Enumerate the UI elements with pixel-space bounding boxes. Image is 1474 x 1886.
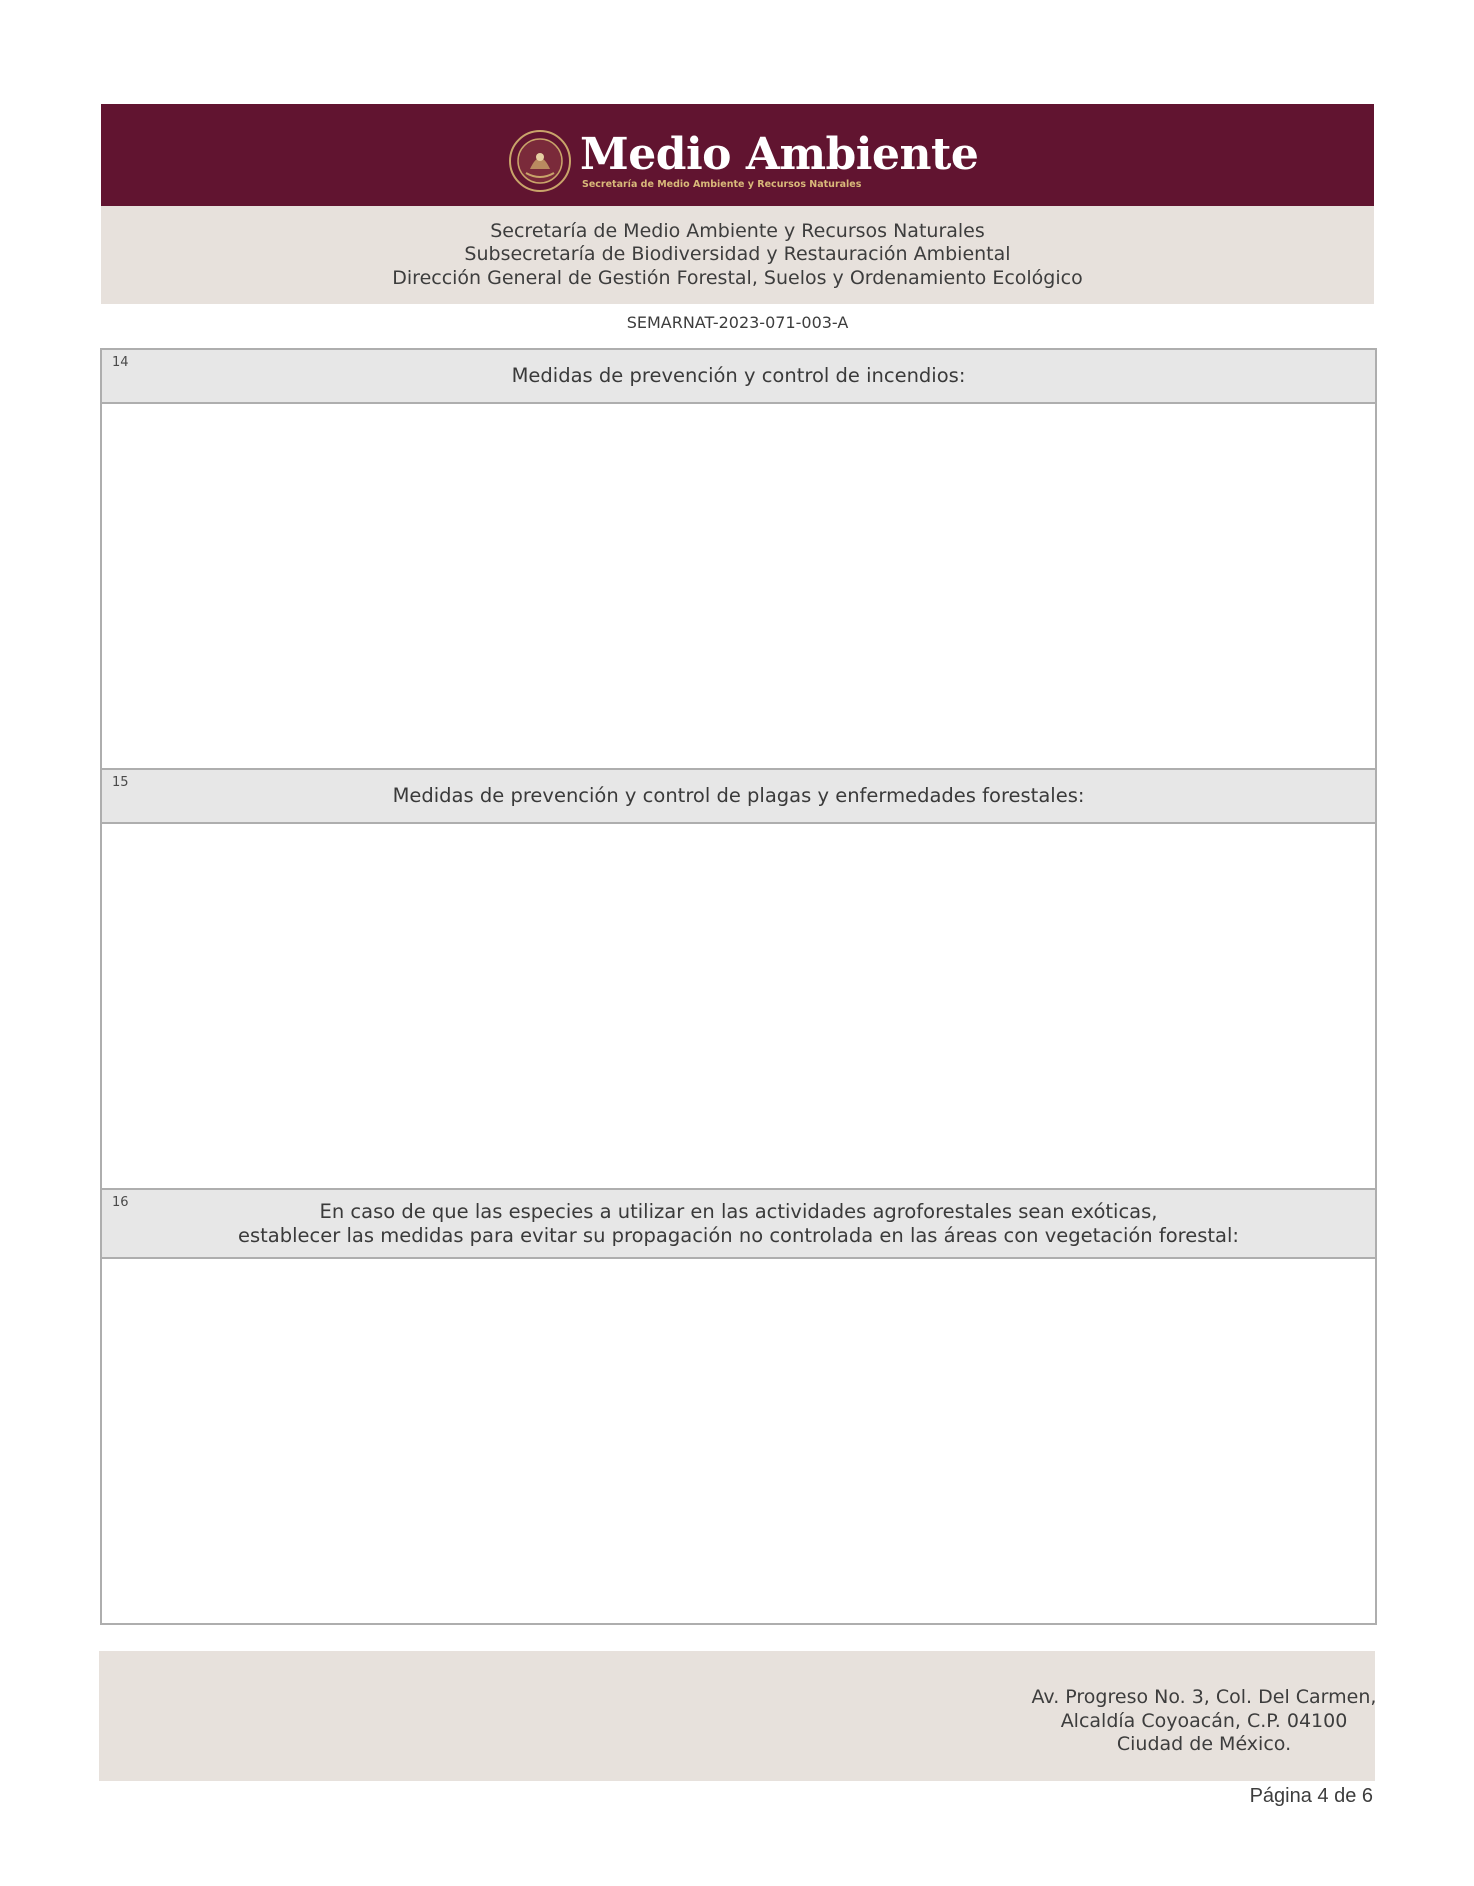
address-block — [999, 1686, 1409, 1757]
address-line-1: Av. Progreso No. 3, Col. Del Carmen, — [1031, 1686, 1377, 1708]
institution-header — [101, 206, 1374, 304]
section-number: 14 — [112, 355, 129, 370]
footer-band — [99, 1651, 1375, 1781]
section-title-line-2: establecer las medidas para evitar su propagación no controlada en las áreas con vegetación forestal: — [238, 1223, 1239, 1247]
institution-line-3: Dirección General de Gestión Forestal, Suelos y Ordenamiento Ecológico — [392, 266, 1083, 289]
address-line-3: Ciudad de México. — [1116, 1733, 1292, 1755]
section-title: Medidas de prevención y control de incendios: — [511, 364, 966, 388]
address-line-2: Alcaldía Coyoacán, C.P. 04100 — [1060, 1709, 1348, 1732]
brand-title: Medio Ambiente — [580, 129, 979, 180]
brand-subtitle: Secretaría de Medio Ambiente y Recursos Naturales — [582, 179, 862, 190]
form-code: SEMARNAT-2023-071-003-A — [626, 313, 849, 332]
semarnat-logo — [508, 126, 978, 196]
section-16-answer-field[interactable] — [100, 1259, 1377, 1625]
institution-line-1: Secretaría de Medio Ambiente y Recursos Naturales — [490, 219, 985, 242]
section-title-line-1: En caso de que las especies a utilizar en las actividades agroforestales sean exóticas, — [319, 1200, 1158, 1223]
section-number: 15 — [112, 775, 129, 790]
section-16-header — [100, 1188, 1377, 1259]
institution-line-2: Subsecretaría de Biodiversidad y Restauración Ambiental — [464, 243, 1011, 266]
section-15-header — [100, 768, 1377, 824]
section-14-answer-field[interactable] — [100, 404, 1377, 770]
section-14-header — [100, 348, 1377, 404]
section-title: Medidas de prevención y control de plagas y enfermedades forestales: — [392, 784, 1085, 808]
section-number: 16 — [112, 1195, 129, 1210]
section-15-answer-field[interactable] — [100, 824, 1377, 1190]
page-number: Página 4 de 6 — [1249, 1785, 1373, 1807]
mexico-seal-icon — [508, 129, 572, 193]
